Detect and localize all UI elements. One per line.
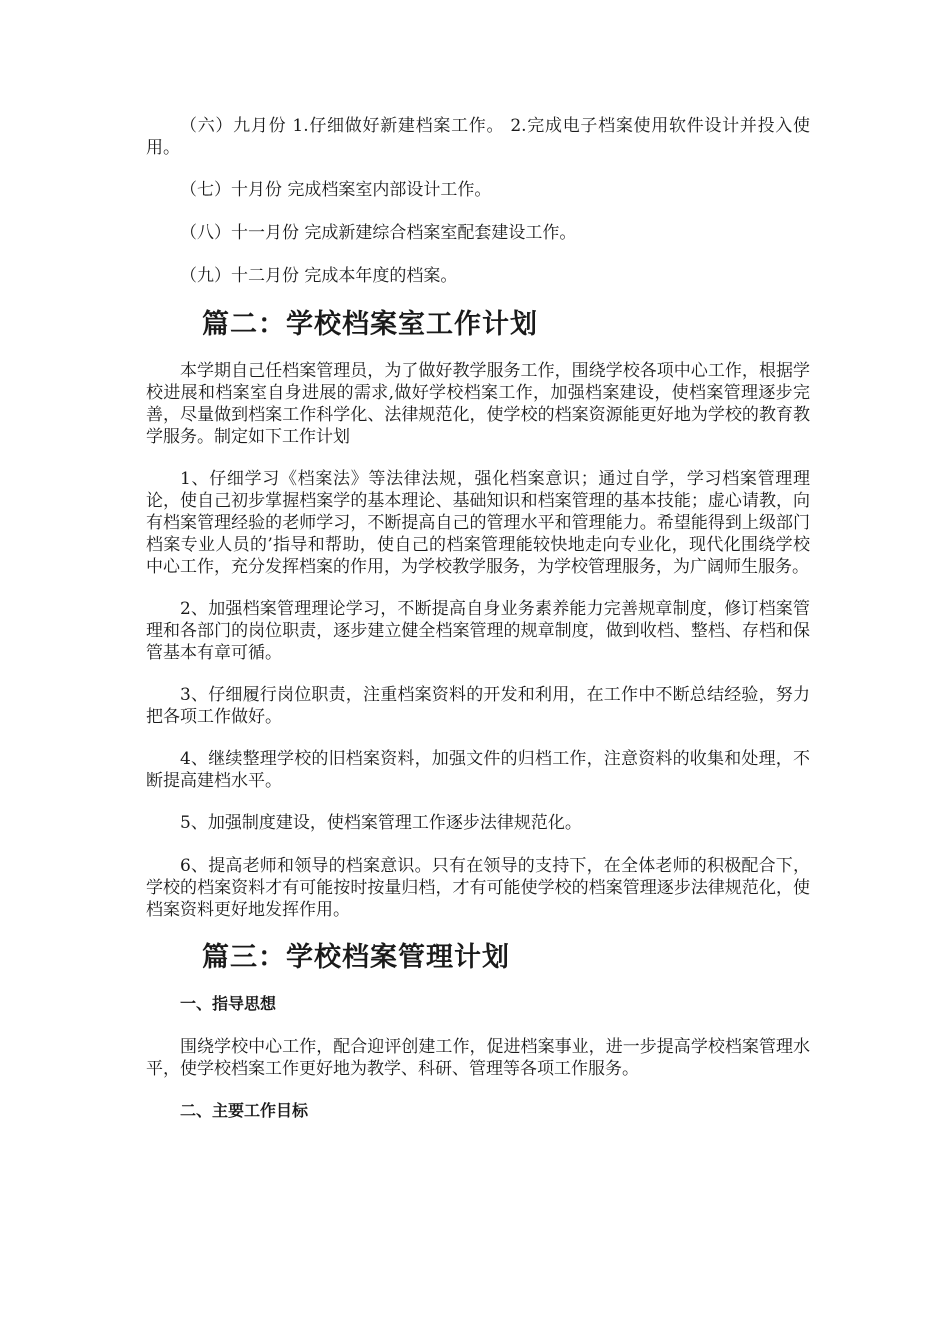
section-title-archive-room-plan: 篇二：学校档案室工作计划 [202,309,538,340]
section2-point-2: 2、加强档案管理理论学习，不断提高自身业务素养能力完善规章制度，修订档案管理和各部门的岗位职责，逐步建立健全档案管理的规章制度，做到收档、整档、存档和保管基本有章可循。 [146,599,810,663]
section2-point-4: 4、继续整理学校的旧档案资料，加强文件的归档工作，注意资料的收集和处理，不断提高建档水平。 [146,749,810,791]
section2-point-6: 6、提高老师和领导的档案意识。只有在领导的支持下，在全体老师的积极配合下，学校的档案资料才有可能按时按量归档，才有可能使学校的档案管理逐步法律规范化，使档案资料更好地发挥作用。 [146,856,810,920]
section-title-archive-management-plan: 篇三：学校档案管理计划 [202,942,510,973]
section2-point-1: 1、仔细学习《档案法》等法律法规，强化档案意识；通过自学，学习档案管理理论，使自己初步掌握档案学的基本理论、基础知识和档案管理的基本技能；虚心请教，向有档案管理经验的老师学习，不断提高自己的管理水平和管理能力。希望能得到上级部门档案专业人员的’指导和帮助，使自己的档案管理能较快地走向专业化，现代化围绕学校中心工作，充分发挥档案的作用，为学校教学服务，为学校管理服务，为广阔师生服务。 [146,469,810,577]
subheading-main-work-goals: 二、主要工作目标 [180,1101,309,1120]
month-item-september: （六）九月份 1.仔细做好新建档案工作。 2.完成电子档案使用软件设计并投入使用。 [146,116,810,158]
month-item-december: （九）十二月份 完成本年度的档案。 [180,266,458,286]
guiding-ideology-paragraph: 围绕学校中心工作，配合迎评创建工作，促进档案事业，进一步提高学校档案管理水平，使学校档案工作更好地为教学、科研、管理等各项工作服务。 [146,1037,810,1079]
month-item-october: （七）十月份 完成档案室内部设计工作。 [180,180,492,200]
subheading-guiding-ideology: 一、指导思想 [180,994,277,1013]
section2-point-3: 3、仔细履行岗位职责，注重档案资料的开发和利用，在工作中不断总结经验，努力把各项工作做好。 [146,685,810,727]
section2-point-5: 5、加强制度建设，使档案管理工作逐步法律规范化。 [180,813,582,833]
month-item-november: （八）十一月份 完成新建综合档案室配套建设工作。 [180,223,577,243]
section2-intro-paragraph: 本学期自己任档案管理员，为了做好教学服务工作，围绕学校各项中心工作，根据学校进展和档案室自身进展的需求,做好学校档案工作，加强档案建设，使档案管理逐步完善，尽量做到档案工作科学化、法律规范化，使学校的档案资源能更好地为学校的教育教学服务。制定如下工作计划 [146,361,810,447]
